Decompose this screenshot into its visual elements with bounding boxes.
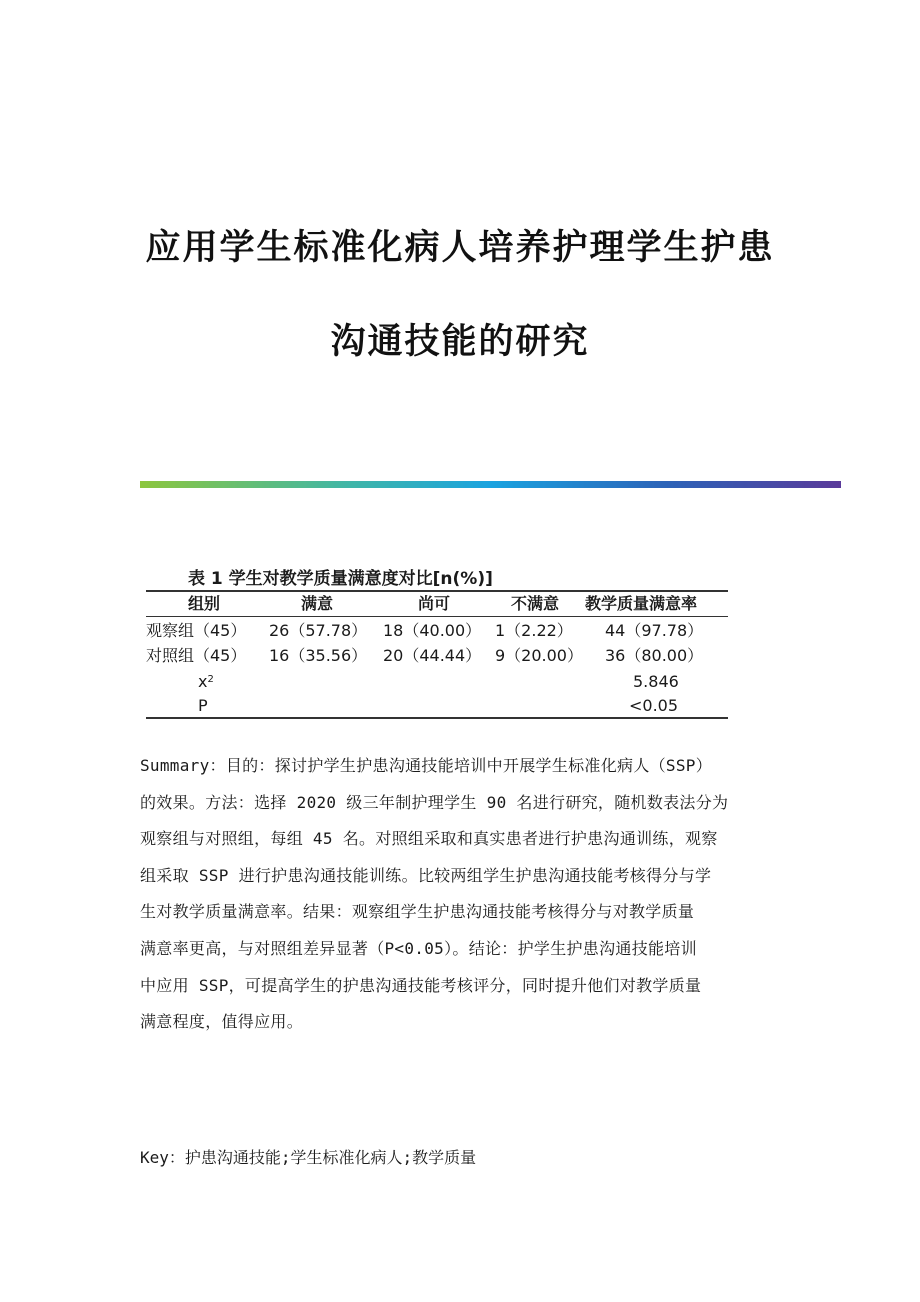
chi-square-superscript: 2 <box>207 674 214 685</box>
summary-line: 满意率更高，与对照组差异显著（P<0.05）。结论：护学生护患沟通技能培训 <box>140 938 697 958</box>
summary-line: 组采取 SSP 进行护患沟通技能训练。比较两组学生护患沟通技能考核得分与学 <box>140 865 712 885</box>
summary-line: 中应用 SSP，可提高学生的护患沟通技能考核评分，同时提升他们对教学质量 <box>140 975 702 995</box>
satisfaction-table <box>143 562 733 722</box>
keywords-line: Key：护患沟通技能;学生标准化病人;教学质量 <box>140 1148 477 1167</box>
table-cell: 观察组（45） <box>146 621 247 640</box>
p-value: <0.05 <box>629 696 679 715</box>
table-header-satisfied: 满意 <box>301 594 334 613</box>
summary-line: 的效果。方法：选择 2020 级三年制护理学生 90 名进行研究，随机数表法分为 <box>140 792 729 812</box>
table-cell: 20（44.44） <box>383 646 482 665</box>
chi-square-value: 5.846 <box>633 672 679 691</box>
document-title-line-1: 应用学生标准化病人培养护理学生护患 <box>145 228 775 268</box>
p-label: P <box>198 696 208 715</box>
chi-square-symbol: x <box>198 672 208 691</box>
table-header-group: 组别 <box>188 594 221 613</box>
table-header-unsatisfied: 不满意 <box>511 594 560 613</box>
table-cell: 18（40.00） <box>383 621 482 640</box>
table-cell: 36（80.00） <box>605 646 704 665</box>
table-header-rule <box>146 616 728 617</box>
table-cell: 1（2.22） <box>495 621 573 640</box>
table-header-acceptable: 尚可 <box>418 594 451 613</box>
table-bottom-rule <box>146 717 728 719</box>
summary-line: 观察组与对照组，每组 45 名。对照组采取和真实患者进行护患沟通训练，观察 <box>140 829 718 849</box>
summary-paragraph <box>140 748 790 1041</box>
table-top-rule <box>146 590 728 592</box>
table-cell: 16（35.56） <box>269 646 368 665</box>
table-caption: 表 1 学生对教学质量满意度对比[n(%)] <box>188 569 493 589</box>
table-header-satisfaction-rate: 教学质量满意率 <box>585 594 698 613</box>
document-title-line-2: 沟通技能的研究 <box>330 322 590 362</box>
chi-square-label <box>198 672 214 692</box>
table-cell: 26（57.78） <box>269 621 368 640</box>
summary-line: Summary：目的：探讨护学生护患沟通技能培训中开展学生标准化病人（SSP） <box>140 756 713 775</box>
table-cell: 对照组（45） <box>146 646 247 665</box>
summary-line: 生对教学质量满意率。结果：观察组学生护患沟通技能考核得分与对教学质量 <box>140 902 695 922</box>
summary-line: 满意程度，值得应用。 <box>140 1012 304 1032</box>
table-cell: 44（97.78） <box>605 621 704 640</box>
gradient-divider <box>140 481 841 488</box>
table-cell: 9（20.00） <box>495 646 583 665</box>
